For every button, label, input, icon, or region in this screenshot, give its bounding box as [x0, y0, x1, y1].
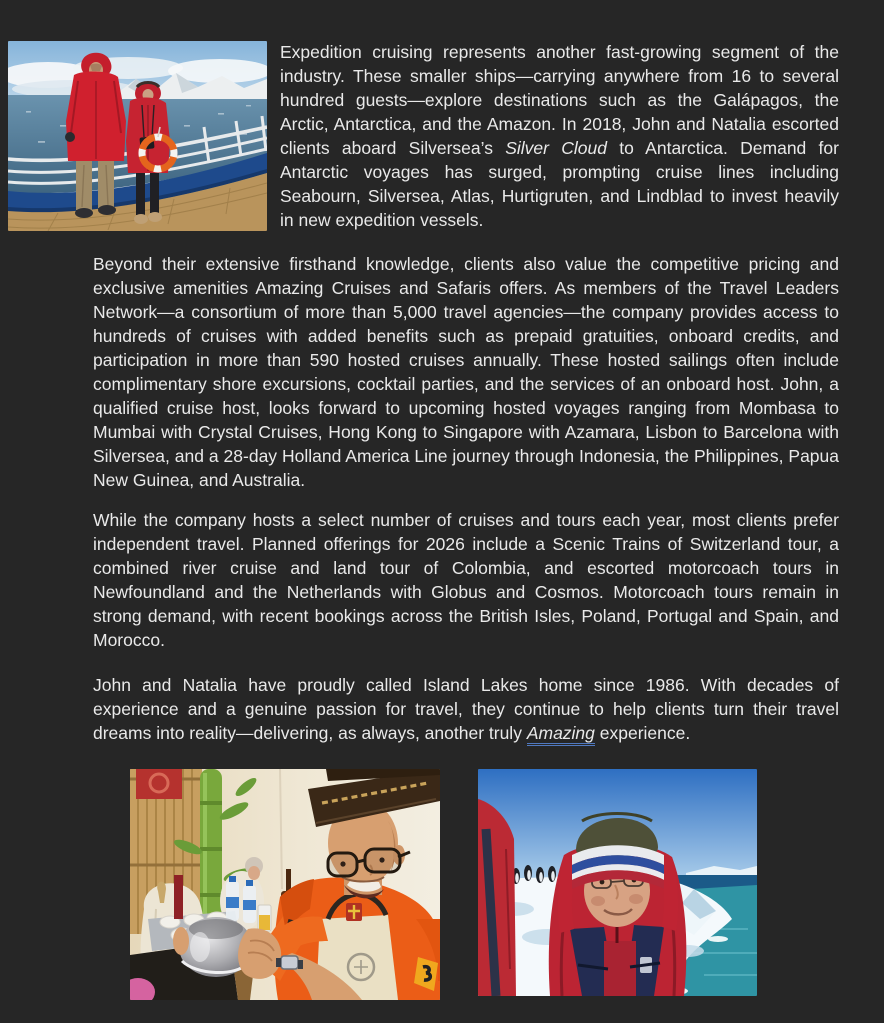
p1-text-end: to Antarctica. Demand for Antarctic voyages has surged, prompting cruise lines including Seabourn, Silversea, Atlas, Hurtigruten, and Lindblad to invest heavily in new expedition vessels. [280, 138, 839, 230]
document-body [93, 40, 839, 761]
antarctic-parka-image [478, 769, 757, 996]
amazing-link[interactable]: Amazing [527, 723, 595, 746]
paragraph-island-lakes [93, 673, 839, 745]
paragraph-pricing-amenities: Beyond their extensive firsthand knowledge, clients also value the competitive pricing and exclusive amenities Amazing Cruises and Safaris offers. As members of the Travel Leaders Network—a consortium of more than 5,000 travel agencies—the company provides access to hundreds of cruises with added benefits such as prepaid gratuities, onboard credits, and participation in more than 590 hosted cruises annually. These hosted sailings often include complimentary shore excursions, cocktail parties, and the services of an onboard host. John, a qualified cruise host, looks forward to upcoming hosted voyages ranging from Mombasa to Mumbai with Crystal Cruises, Hong Kong to Singapore with Azamara, Lisbon to Barcelona with Silversea, and a 28-day Holland America Line journey through Indonesia, the Philippines, Papua New Guinea, and Australia. [93, 254, 839, 490]
iceberg-scene [478, 769, 757, 996]
p4-text-start: John and Natalia have proudly called Island Lakes home since 1986. With decades of experience and a genuine passion for travel, they continue to help clients turn their travel dreams into reality—delivering, as always, another truly [93, 675, 839, 743]
chef-dinner-photo [130, 769, 440, 1000]
paragraph-planned-offerings: While the company hosts a select number of cruises and tours each year, most clients prefer independent travel. Planned offerings for 2026 include a Scenic Trains of Switzerland tour, a combined river cruise and land tour of Colombia, and escorted motorcoach tours in Newfoundland and the Netherlands with Globus and Cosmos. Motorcoach tours remain in strong demand, with recent bookings across the British Isles, Poland, Portugal and Spain, and Morocco. [93, 510, 839, 650]
dinner-scene [130, 769, 440, 1000]
p4-text-end: experience. [594, 723, 691, 743]
chef-dinner-image [130, 769, 440, 1000]
ship-name-silver-cloud: Silver Cloud [505, 138, 607, 158]
p1-text-start: Expedition cruising represents another fast-growing segment of the industry. These smaller ships—carrying anywhere from 16 to several hundred guests—explore destinations such as the Galápagos, the Arctic, Antarctica, and the Amazon. In 2018, John and Natalia escorted clients aboard Silversea’s [280, 42, 839, 158]
antarctic-parka-photo [478, 769, 757, 996]
paragraph-expedition-cruising [280, 40, 839, 232]
